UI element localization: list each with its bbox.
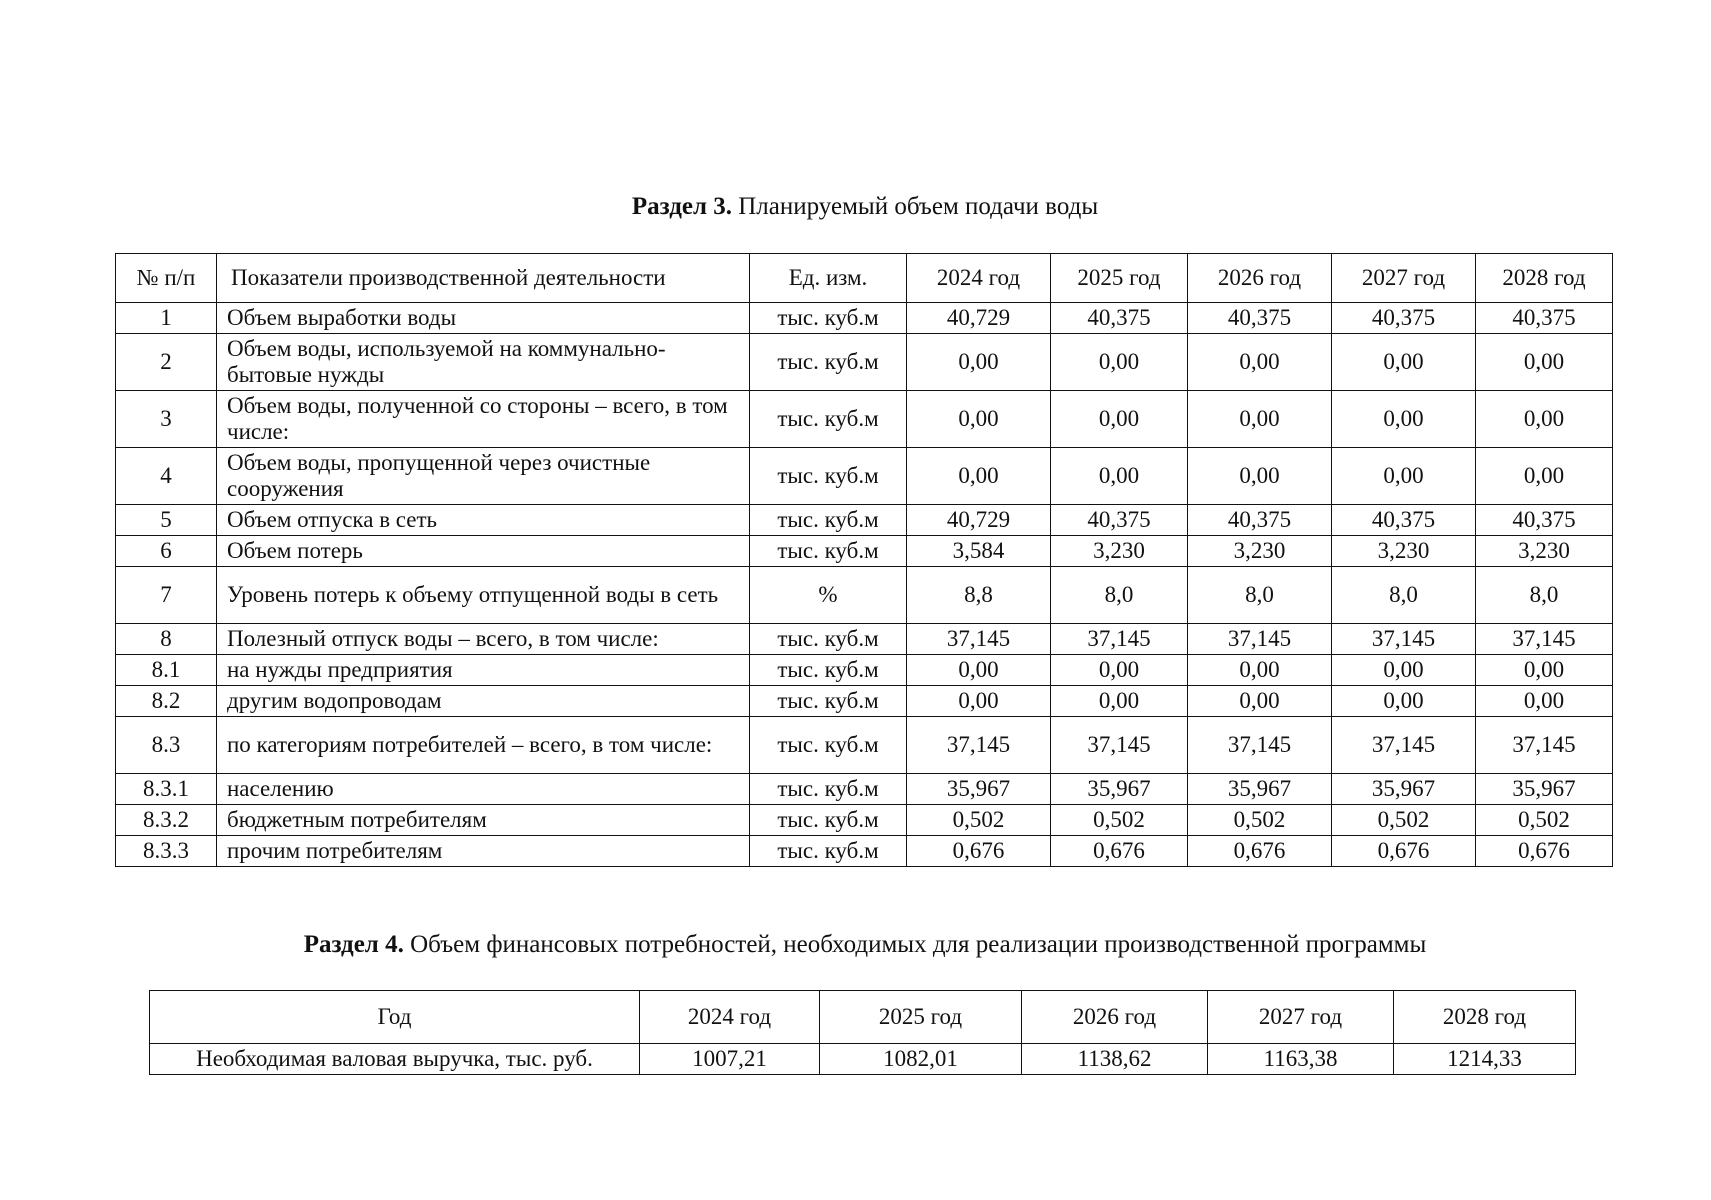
table-row <box>116 655 1613 686</box>
value-2026: 37,145 <box>1188 717 1332 774</box>
column-header-2025: 2025 год <box>1051 254 1188 303</box>
value-2024: 37,145 <box>907 717 1051 774</box>
value-2027: 40,375 <box>1332 303 1476 334</box>
row-unit: тыс. куб.м <box>750 303 907 334</box>
value-2025: 3,230 <box>1051 536 1188 567</box>
value-2028: 3,230 <box>1476 536 1613 567</box>
row-label: Необходимая валовая выручка, тыс. руб. <box>150 1044 640 1075</box>
row-indicator: прочим потребителям <box>217 836 750 867</box>
table-row <box>116 505 1613 536</box>
row-unit: тыс. куб.м <box>750 805 907 836</box>
value-2024: 37,145 <box>907 624 1051 655</box>
value-2027: 1163,38 <box>1208 1044 1394 1075</box>
value-2026: 0,00 <box>1188 391 1332 448</box>
column-header-indicator: Показатели производственной деятельности <box>217 254 750 303</box>
table-row <box>116 805 1613 836</box>
value-2026: 0,00 <box>1188 655 1332 686</box>
row-number: 8.3.1 <box>116 774 217 805</box>
value-2025: 37,145 <box>1051 624 1188 655</box>
value-2027: 35,967 <box>1332 774 1476 805</box>
row-number: 8.2 <box>116 686 217 717</box>
value-2026: 0,502 <box>1188 805 1332 836</box>
water-supply-table <box>115 253 1613 867</box>
value-2024: 1007,21 <box>640 1044 820 1075</box>
row-unit: тыс. куб.м <box>750 717 907 774</box>
value-2028: 1214,33 <box>1394 1044 1576 1075</box>
value-2026: 0,00 <box>1188 334 1332 391</box>
column-header-2024: 2024 год <box>640 991 820 1044</box>
row-number: 4 <box>116 448 217 505</box>
table-row <box>116 717 1613 774</box>
table-row <box>116 567 1613 624</box>
row-indicator: по категориям потребителей – всего, в том числе: <box>217 717 750 774</box>
value-2025: 8,0 <box>1051 567 1188 624</box>
value-2028: 40,375 <box>1476 303 1613 334</box>
value-2026: 35,967 <box>1188 774 1332 805</box>
row-indicator: другим водопроводам <box>217 686 750 717</box>
row-number: 6 <box>116 536 217 567</box>
value-2028: 40,375 <box>1476 505 1613 536</box>
column-header-2026: 2026 год <box>1022 991 1208 1044</box>
row-unit: тыс. куб.м <box>750 655 907 686</box>
value-2028: 8,0 <box>1476 567 1613 624</box>
value-2027: 37,145 <box>1332 624 1476 655</box>
row-indicator: Объем воды, используемой на коммунально-бытовые нужды <box>217 334 750 391</box>
row-indicator: бюджетным потребителям <box>217 805 750 836</box>
value-2028: 0,00 <box>1476 686 1613 717</box>
row-indicator: Объем воды, полученной со стороны – всего, в том числе: <box>217 391 750 448</box>
row-indicator: на нужды предприятия <box>217 655 750 686</box>
value-2024: 0,676 <box>907 836 1051 867</box>
column-header-2028: 2028 год <box>1476 254 1613 303</box>
value-2025: 40,375 <box>1051 303 1188 334</box>
value-2024: 0,00 <box>907 655 1051 686</box>
value-2027: 3,230 <box>1332 536 1476 567</box>
row-indicator: Объем потерь <box>217 536 750 567</box>
section-3-title-bold: Раздел 3. <box>631 193 732 220</box>
row-indicator: Объем выработки воды <box>217 303 750 334</box>
table-row <box>116 334 1613 391</box>
value-2027: 0,502 <box>1332 805 1476 836</box>
value-2025: 0,00 <box>1051 334 1188 391</box>
table-row <box>116 303 1613 334</box>
value-2026: 8,0 <box>1188 567 1332 624</box>
financial-needs-table <box>149 990 1576 1075</box>
value-2028: 0,676 <box>1476 836 1613 867</box>
value-2024: 0,502 <box>907 805 1051 836</box>
row-number: 3 <box>116 391 217 448</box>
table-header-row <box>116 254 1613 303</box>
row-indicator: Полезный отпуск воды – всего, в том числе: <box>217 624 750 655</box>
row-number: 2 <box>116 334 217 391</box>
value-2024: 0,00 <box>907 391 1051 448</box>
table-row <box>116 686 1613 717</box>
value-2027: 0,00 <box>1332 334 1476 391</box>
value-2027: 0,00 <box>1332 655 1476 686</box>
row-number: 1 <box>116 303 217 334</box>
row-indicator: Объем отпуска в сеть <box>217 505 750 536</box>
row-unit: тыс. куб.м <box>750 448 907 505</box>
section-3-title <box>0 192 1711 222</box>
section-3-title-text: Планируемый объем подачи воды <box>732 193 1099 220</box>
column-header-2028: 2028 год <box>1394 991 1576 1044</box>
row-number: 7 <box>116 567 217 624</box>
column-header-2025: 2025 год <box>820 991 1022 1044</box>
row-number: 8.1 <box>116 655 217 686</box>
value-2027: 37,145 <box>1332 717 1476 774</box>
value-2024: 40,729 <box>907 505 1051 536</box>
row-indicator: Уровень потерь к объему отпущенной воды в сеть <box>217 567 750 624</box>
value-2026: 0,676 <box>1188 836 1332 867</box>
value-2024: 8,8 <box>907 567 1051 624</box>
column-header-number: № п/п <box>116 254 217 303</box>
value-2026: 1138,62 <box>1022 1044 1208 1075</box>
value-2027: 0,676 <box>1332 836 1476 867</box>
row-unit: тыс. куб.м <box>750 536 907 567</box>
column-header-unit: Ед. изм. <box>750 254 907 303</box>
value-2025: 0,502 <box>1051 805 1188 836</box>
value-2028: 0,00 <box>1476 334 1613 391</box>
table-row <box>116 391 1613 448</box>
value-2027: 8,0 <box>1332 567 1476 624</box>
table-row <box>116 836 1613 867</box>
value-2028: 37,145 <box>1476 717 1613 774</box>
value-2025: 0,00 <box>1051 686 1188 717</box>
row-indicator: населению <box>217 774 750 805</box>
value-2024: 35,967 <box>907 774 1051 805</box>
section-4-title <box>0 930 1711 960</box>
value-2024: 0,00 <box>907 448 1051 505</box>
value-2028: 0,00 <box>1476 391 1613 448</box>
value-2025: 35,967 <box>1051 774 1188 805</box>
section-4-title-bold: Раздел 4. <box>303 931 404 958</box>
row-number: 5 <box>116 505 217 536</box>
value-2025: 1082,01 <box>820 1044 1022 1075</box>
value-2025: 0,00 <box>1051 448 1188 505</box>
value-2027: 0,00 <box>1332 391 1476 448</box>
table-header-row <box>150 991 1576 1044</box>
table-row <box>116 448 1613 505</box>
row-unit: тыс. куб.м <box>750 391 907 448</box>
value-2026: 0,00 <box>1188 686 1332 717</box>
row-unit: тыс. куб.м <box>750 505 907 536</box>
row-unit: тыс. куб.м <box>750 774 907 805</box>
value-2027: 0,00 <box>1332 448 1476 505</box>
value-2025: 0,676 <box>1051 836 1188 867</box>
row-unit: тыс. куб.м <box>750 686 907 717</box>
value-2027: 0,00 <box>1332 686 1476 717</box>
value-2026: 40,375 <box>1188 303 1332 334</box>
value-2025: 40,375 <box>1051 505 1188 536</box>
column-header-2027: 2027 год <box>1332 254 1476 303</box>
column-header-2024: 2024 год <box>907 254 1051 303</box>
row-number: 8 <box>116 624 217 655</box>
value-2026: 0,00 <box>1188 448 1332 505</box>
row-unit: тыс. куб.м <box>750 334 907 391</box>
value-2028: 35,967 <box>1476 774 1613 805</box>
value-2025: 37,145 <box>1051 717 1188 774</box>
value-2028: 0,502 <box>1476 805 1613 836</box>
row-unit: % <box>750 567 907 624</box>
table-row <box>116 774 1613 805</box>
value-2027: 40,375 <box>1332 505 1476 536</box>
value-2024: 0,00 <box>907 686 1051 717</box>
row-number: 8.3.2 <box>116 805 217 836</box>
column-header-2027: 2027 год <box>1208 991 1394 1044</box>
value-2024: 3,584 <box>907 536 1051 567</box>
value-2028: 0,00 <box>1476 448 1613 505</box>
table-row <box>116 536 1613 567</box>
value-2024: 0,00 <box>907 334 1051 391</box>
value-2025: 0,00 <box>1051 391 1188 448</box>
value-2025: 0,00 <box>1051 655 1188 686</box>
table-row <box>150 1044 1576 1075</box>
column-header-year: Год <box>150 991 640 1044</box>
value-2026: 3,230 <box>1188 536 1332 567</box>
value-2028: 0,00 <box>1476 655 1613 686</box>
value-2024: 40,729 <box>907 303 1051 334</box>
row-indicator: Объем воды, пропущенной через очистные сооружения <box>217 448 750 505</box>
row-unit: тыс. куб.м <box>750 624 907 655</box>
row-number: 8.3.3 <box>116 836 217 867</box>
value-2026: 37,145 <box>1188 624 1332 655</box>
section-4-title-text: Объем финансовых потребностей, необходимых для реализации производственной программы <box>403 931 1427 958</box>
row-unit: тыс. куб.м <box>750 836 907 867</box>
row-number: 8.3 <box>116 717 217 774</box>
value-2026: 40,375 <box>1188 505 1332 536</box>
value-2028: 37,145 <box>1476 624 1613 655</box>
column-header-2026: 2026 год <box>1188 254 1332 303</box>
table-row <box>116 624 1613 655</box>
